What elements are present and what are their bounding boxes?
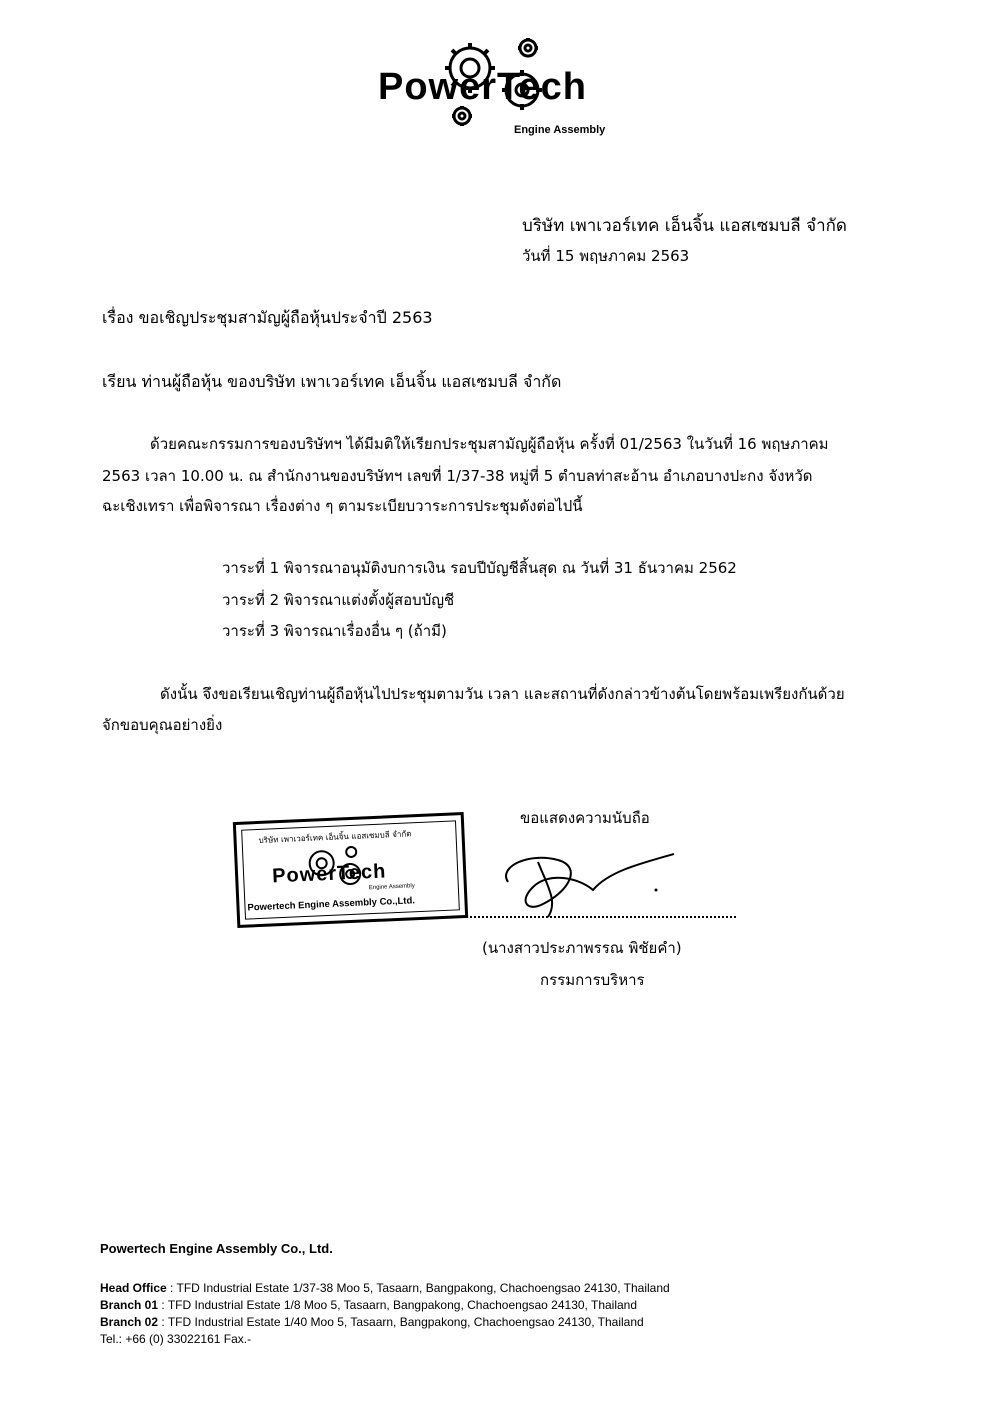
logo-subtitle: Engine Assembly	[514, 124, 606, 136]
footer-line-head-office: Head Office : TFD Industrial Estate 1/37-38 Moo 5, Tasaarn, Bangpakong, Chachoengsao 24130, Thailand	[100, 1281, 670, 1295]
footer-line-branch-01: Branch 01 : TFD Industrial Estate 1/8 Moo 5, Tasaarn, Bangpakong, Chachoengsao 24130, Thailand	[100, 1298, 638, 1312]
agenda-item: วาระที่ 3 พิจารณาเรื่องอื่น ๆ (ถ้ามี)	[222, 622, 447, 640]
letter-subject: เรื่อง ขอเชิญประชุมสามัญผู้ถือหุ้นประจำปี 2563	[102, 308, 433, 327]
company-stamp	[233, 812, 468, 928]
company-name-thai: บริษัท เพาเวอร์เทค เอ็นจิ้น แอสเซมบลี จำกัด	[522, 216, 847, 236]
paragraph-line: 2563 เวลา 10.00 น. ณ สำนักงานของบริษัทฯ เลขที่ 1/37-38 หมู่ที่ 5 ตำบลท่าสะอ้าน อำเภอบางปะกง จังหวัด	[102, 467, 813, 485]
paragraph-line: ฉะเชิงเทรา เพื่อพิจารณา เรื่องต่าง ๆ ตามระเบียบวาระการประชุมดังต่อไปนี้	[102, 497, 583, 515]
stamp-subtitle: Engine Assembly	[368, 883, 415, 892]
agenda-item: วาระที่ 1 พิจารณาอนุมัติงบการเงิน รอบปีบัญชีสิ้นสุด ณ วันที่ 31 ธันวาคม 2562	[222, 559, 737, 577]
closing-phrase: ขอแสดงความนับถือ	[520, 809, 650, 827]
agenda-item: วาระที่ 2 พิจารณาแต่งตั้งผู้สอบบัญชี	[222, 591, 455, 609]
signature-scribble	[488, 842, 688, 922]
footer-line-branch-02: Branch 02 : TFD Industrial Estate 1/40 Moo 5, Tasaarn, Bangpakong, Chachoengsao 24130, Thailand	[100, 1315, 644, 1329]
letter-salutation: เรียน ท่านผู้ถือหุ้น ของบริษัท เพาเวอร์เทค เอ็นจิ้น แอสเซมบลี จำกัด	[102, 372, 562, 391]
footer-company: Powertech Engine Assembly Co., Ltd.	[100, 1241, 333, 1256]
signature-line	[458, 916, 736, 918]
stamp-bottom-text: Powertech Engine Assembly Co.,Ltd.	[247, 895, 416, 914]
stamp-top-text: บริษัท เพาเวอร์เทค เอ็นจิ้น แอสเซมบลี จำกัด	[258, 829, 412, 845]
paragraph-line: ด้วยคณะกรรมการของบริษัทฯ ได้มีมติให้เรียกประชุมสามัญผู้ถือหุ้น ครั้งที่ 01/2563 ในวันที่ 16 พฤษภาคม	[150, 435, 829, 453]
letter-date: วันที่ 15 พฤษภาคม 2563	[522, 247, 690, 265]
signatory-title: กรรมการบริหาร	[540, 971, 645, 989]
stamp-brand: PowerTech	[271, 860, 387, 888]
paragraph-line: จักขอบคุณอย่างยิ่ง	[102, 716, 223, 734]
logo-wordmark: PowerTech	[378, 66, 587, 108]
footer-tel: Tel.: +66 (0) 33022161 Fax.-	[100, 1332, 252, 1346]
paragraph-line: ดังนั้น จึงขอเรียนเชิญท่านผู้ถือหุ้นไปประชุมตามวัน เวลา และสถานที่ดังกล่าวข้างต้นโดยพร้อมเพรียงกันด้วย	[160, 685, 845, 703]
signatory-name: (นางสาวประภาพรรณ พิชัยคำ)	[482, 939, 682, 957]
